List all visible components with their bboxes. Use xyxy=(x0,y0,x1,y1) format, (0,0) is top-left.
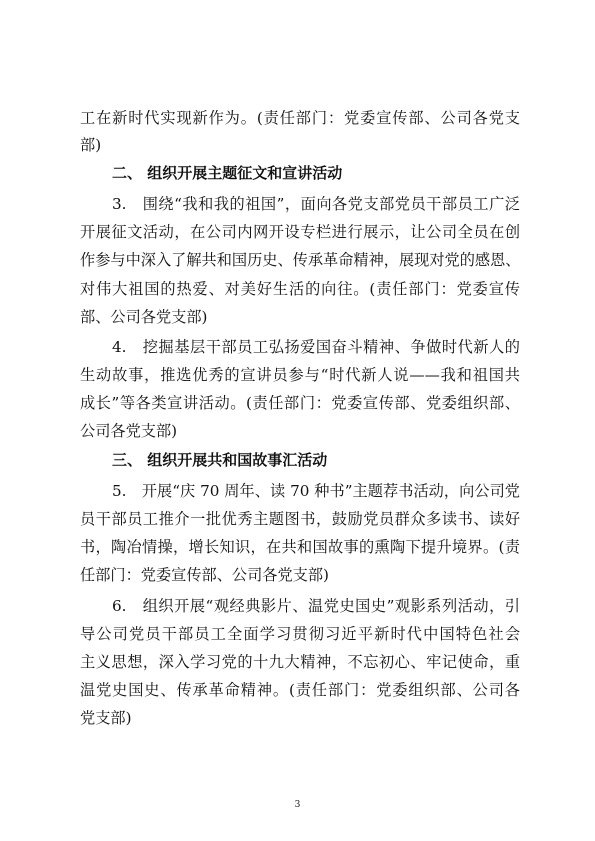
body-text-line: 对伟大祖国的热爱、对美好生活的向往。(责任部门：党委宣传 xyxy=(80,280,520,298)
body-text-line: 生动故事，推选优秀的宣讲员参与“时代新人说——我和祖国共 xyxy=(80,366,520,384)
body-text-line: 部、公司各党支部) xyxy=(80,308,208,326)
body-text-line: 开展征文活动，在公司内网开设专栏进行展示，让公司全员在创 xyxy=(80,223,520,241)
body-text-line: 主义思想，深入学习党的十九大精神，不忘初心、牢记使命，重 xyxy=(80,653,520,671)
body-text-line: 导公司党员干部员工全面学习贯彻习近平新时代中国特色社会 xyxy=(80,625,520,643)
body-text-line: 作参与中深入了解共和国历史、传承革命精神，展现对党的感恩、 xyxy=(80,251,520,269)
body-text-line: 工在新时代实现新作为。(责任部门：党委宣传部、公司各党支 xyxy=(80,109,520,127)
body-text-line: 部) xyxy=(80,136,102,154)
body-text-line: 4. 挖掘基层干部员工弘扬爱国奋斗精神、争做时代新人的 xyxy=(112,338,520,356)
body-text-line: 书，陶冶情操，增长知识，在共和国故事的熏陶下提升境界。(责 xyxy=(80,538,520,556)
body-text-line: 6. 组织开展“观经典影片、温党史国史”观影系列活动，引 xyxy=(112,597,520,615)
body-text-line: 3. 围绕“我和我的祖国”，面向各党支部党员干部员工广泛 xyxy=(112,195,520,213)
section-heading-2: 二、 组织开展主题征文和宣讲活动 xyxy=(112,164,343,182)
body-text-line: 温党史国史、传承革命精神。(责任部门：党委组织部、公司各 xyxy=(80,681,520,699)
body-text-line: 任部门：党委宣传部、公司各党支部) xyxy=(80,566,329,584)
body-text-line: 5. 开展“庆 70 周年、读 70 种书”主题荐书活动，向公司党 xyxy=(112,482,520,500)
page-number: 3 xyxy=(294,800,301,810)
section-heading-3: 三、 组织开展共和国故事汇活动 xyxy=(112,451,328,469)
body-text-line: 成长”等各类宣讲活动。(责任部门：党委宣传部、党委组织部、 xyxy=(80,394,520,412)
body-text-line: 员干部员工推介一批优秀主题图书，鼓励党员群众多读书、读好 xyxy=(80,510,520,528)
body-text-line: 公司各党支部) xyxy=(80,422,178,440)
body-text-line: 党支部) xyxy=(80,709,132,727)
